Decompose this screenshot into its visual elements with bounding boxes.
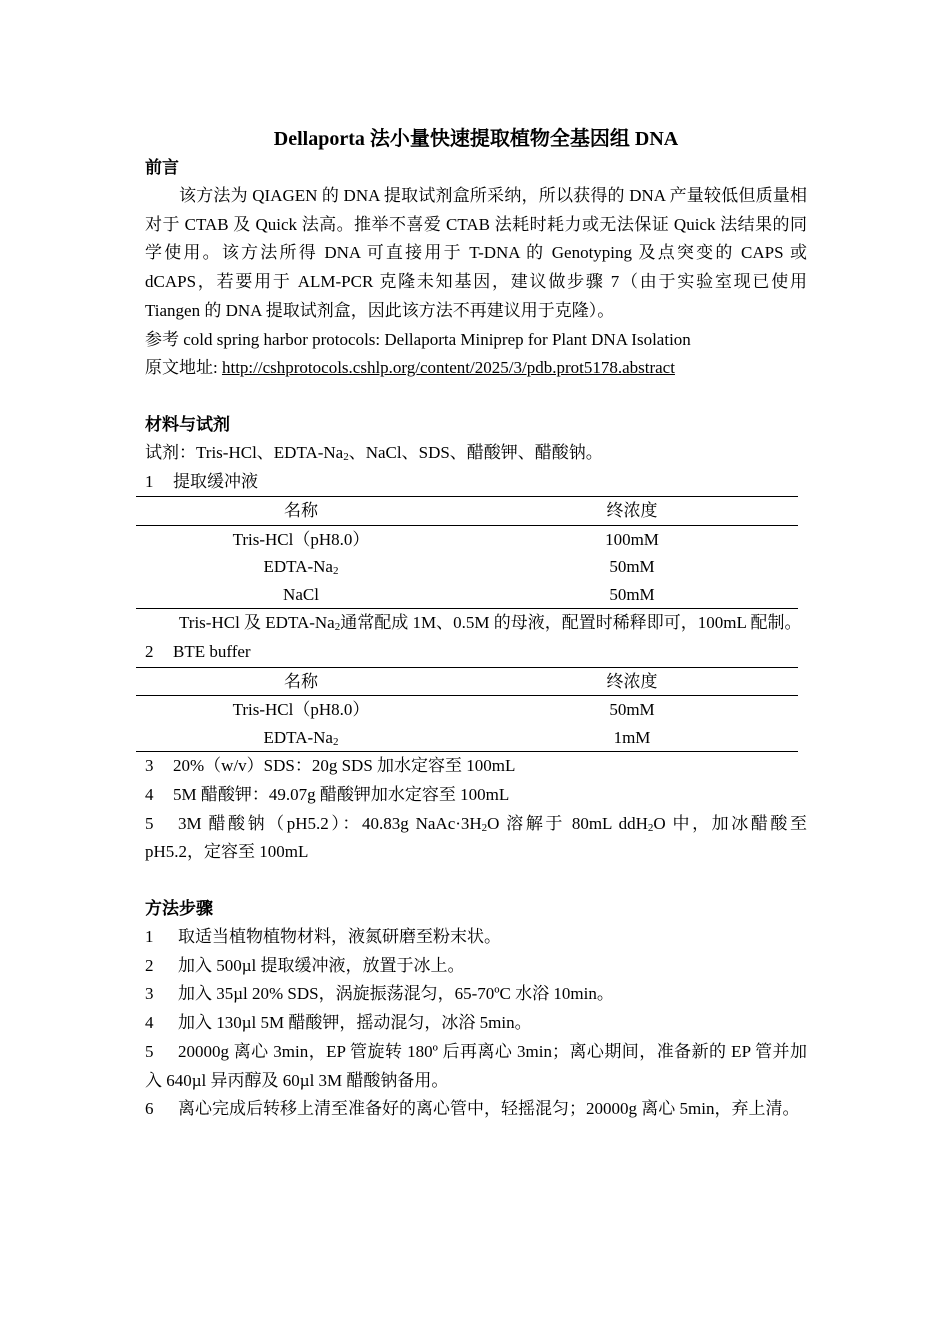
list-item: 4 5M 醋酸钾：49.07g 醋酸钾加水定容至 100mL (145, 784, 510, 804)
reagent-name-cell: EDTA-$Na_2$ (263, 557, 339, 578)
column-header-concentration: 终浓度 (466, 497, 798, 526)
table-header-row (136, 497, 798, 526)
spacer (145, 383, 807, 411)
source-line (145, 354, 807, 383)
concentration-cell: 50mM (609, 557, 655, 577)
table-row (136, 724, 798, 752)
table-row (136, 581, 798, 609)
table-row (136, 553, 798, 581)
method-step: 3 加入 35µl 20% SDS，涡旋振荡混匀，65-70ºC 水浴 10min。 (145, 984, 614, 1004)
method-step: 6 离心完成后转移上清至准备好的离心管中，轻摇混匀；20000g 离心 5min，弃上清。 (145, 1099, 800, 1119)
reagent-name-cell: Tris-HCl（pH8.0） (232, 700, 370, 720)
materials-heading: 材料与试剂 (145, 414, 230, 434)
method-step: 4 加入 130µl 5M 醋酸钾，摇动混匀，冰浴 5min。 (145, 1013, 532, 1033)
methods-heading: 方法步骤 (145, 899, 213, 919)
buffer1-note: Tris-HCl 及 EDTA-$Na_2$通常配成 1M、0.5M 的母液，配置时稀释即可，100mL 配制。 (179, 613, 802, 634)
intro-paragraph: 该方法为 QIAGEN 的 DNA 提取试剂盒所采纳，所以获得的 DNA 产量较低但质量相对于 CTAB 及 Quick 法高。推举不喜爱 CTAB 法耗时耗力或无法保证 Quick 法结果的同学使用。该方法所得 DNA 可直接用于 T-DNA 的 Genotyping 及点突变的 CAPS 或 dCAPS，若要用于 ALM-PCR 克隆未知基因，建议做步骤 7（由于实验室现已使用 Tiangen 的 DNA 提取试剂盒，因此该方法不再建议用于克隆）。 (145, 186, 807, 320)
document-title: Dellaporta 法小量快速提取植物全基因组 DNA (273, 128, 679, 150)
source-link[interactable]: http://cshprotocols.cshlp.org/content/2025/3/pdb.prot5178.abstract (221, 358, 675, 378)
buffer2-title: 2 BTE buffer (145, 642, 251, 662)
column-header-name: 名称 (136, 667, 466, 696)
concentration-cell: 50mM (466, 581, 798, 609)
method-step: 2 加入 500µl 提取缓冲液，放置于冰上。 (145, 955, 465, 975)
method-step: 5 20000g 离心 3min，EP 管旋转 180º 后再离心 3min；离心期间，准备新的 EP 管并加入 640µl 异丙醇及 60µl 3M 醋酸钠备用。 (145, 1041, 807, 1090)
reagent-name-cell: EDTA-$Na_2$ (136, 724, 466, 752)
intro-heading: 前言 (145, 158, 179, 177)
reagent-name-cell: NaCl (136, 581, 466, 609)
source-label: 原文地址: (145, 358, 222, 378)
concentration-cell: 50mM (609, 700, 655, 720)
reagents-line: 试剂：Tris-HCl、EDTA-$Na_2$、NaCl、SDS、醋酸钾、醋酸钠。 (145, 442, 603, 463)
buffer1-table (136, 496, 798, 609)
list-item: 5 3M 醋酸钠（pH5.2）：40.83g $NaAc\cdot 3H_2O$ 溶解于 80mL ddH$_2$O 中，加冰醋酸至 pH5.2，定容至 100mL (145, 813, 807, 862)
reagent-name-cell: Tris-HCl（pH8.0） (232, 529, 370, 549)
buffer2-table (136, 667, 798, 753)
list-item: 3 20%（w/v）SDS：20g SDS 加水定容至 100mL (145, 756, 516, 776)
table-row (136, 696, 798, 724)
spacer (145, 867, 807, 895)
document-page (145, 124, 807, 1124)
table-row (136, 525, 798, 553)
column-header-name: 名称 (136, 497, 466, 526)
concentration-cell: 1mM (466, 724, 798, 752)
reference-line: 参考 cold spring harbor protocols: Dellaporta Miniprep for Plant DNA Isolation (145, 329, 691, 349)
method-step: 1 取适当植物植物材料，液氮研磨至粉末状。 (145, 927, 501, 947)
concentration-cell: 100mM (605, 529, 659, 549)
table-header-row (136, 667, 798, 696)
column-header-concentration: 终浓度 (466, 667, 798, 696)
buffer1-title: 1 提取缓冲液 (145, 471, 258, 491)
